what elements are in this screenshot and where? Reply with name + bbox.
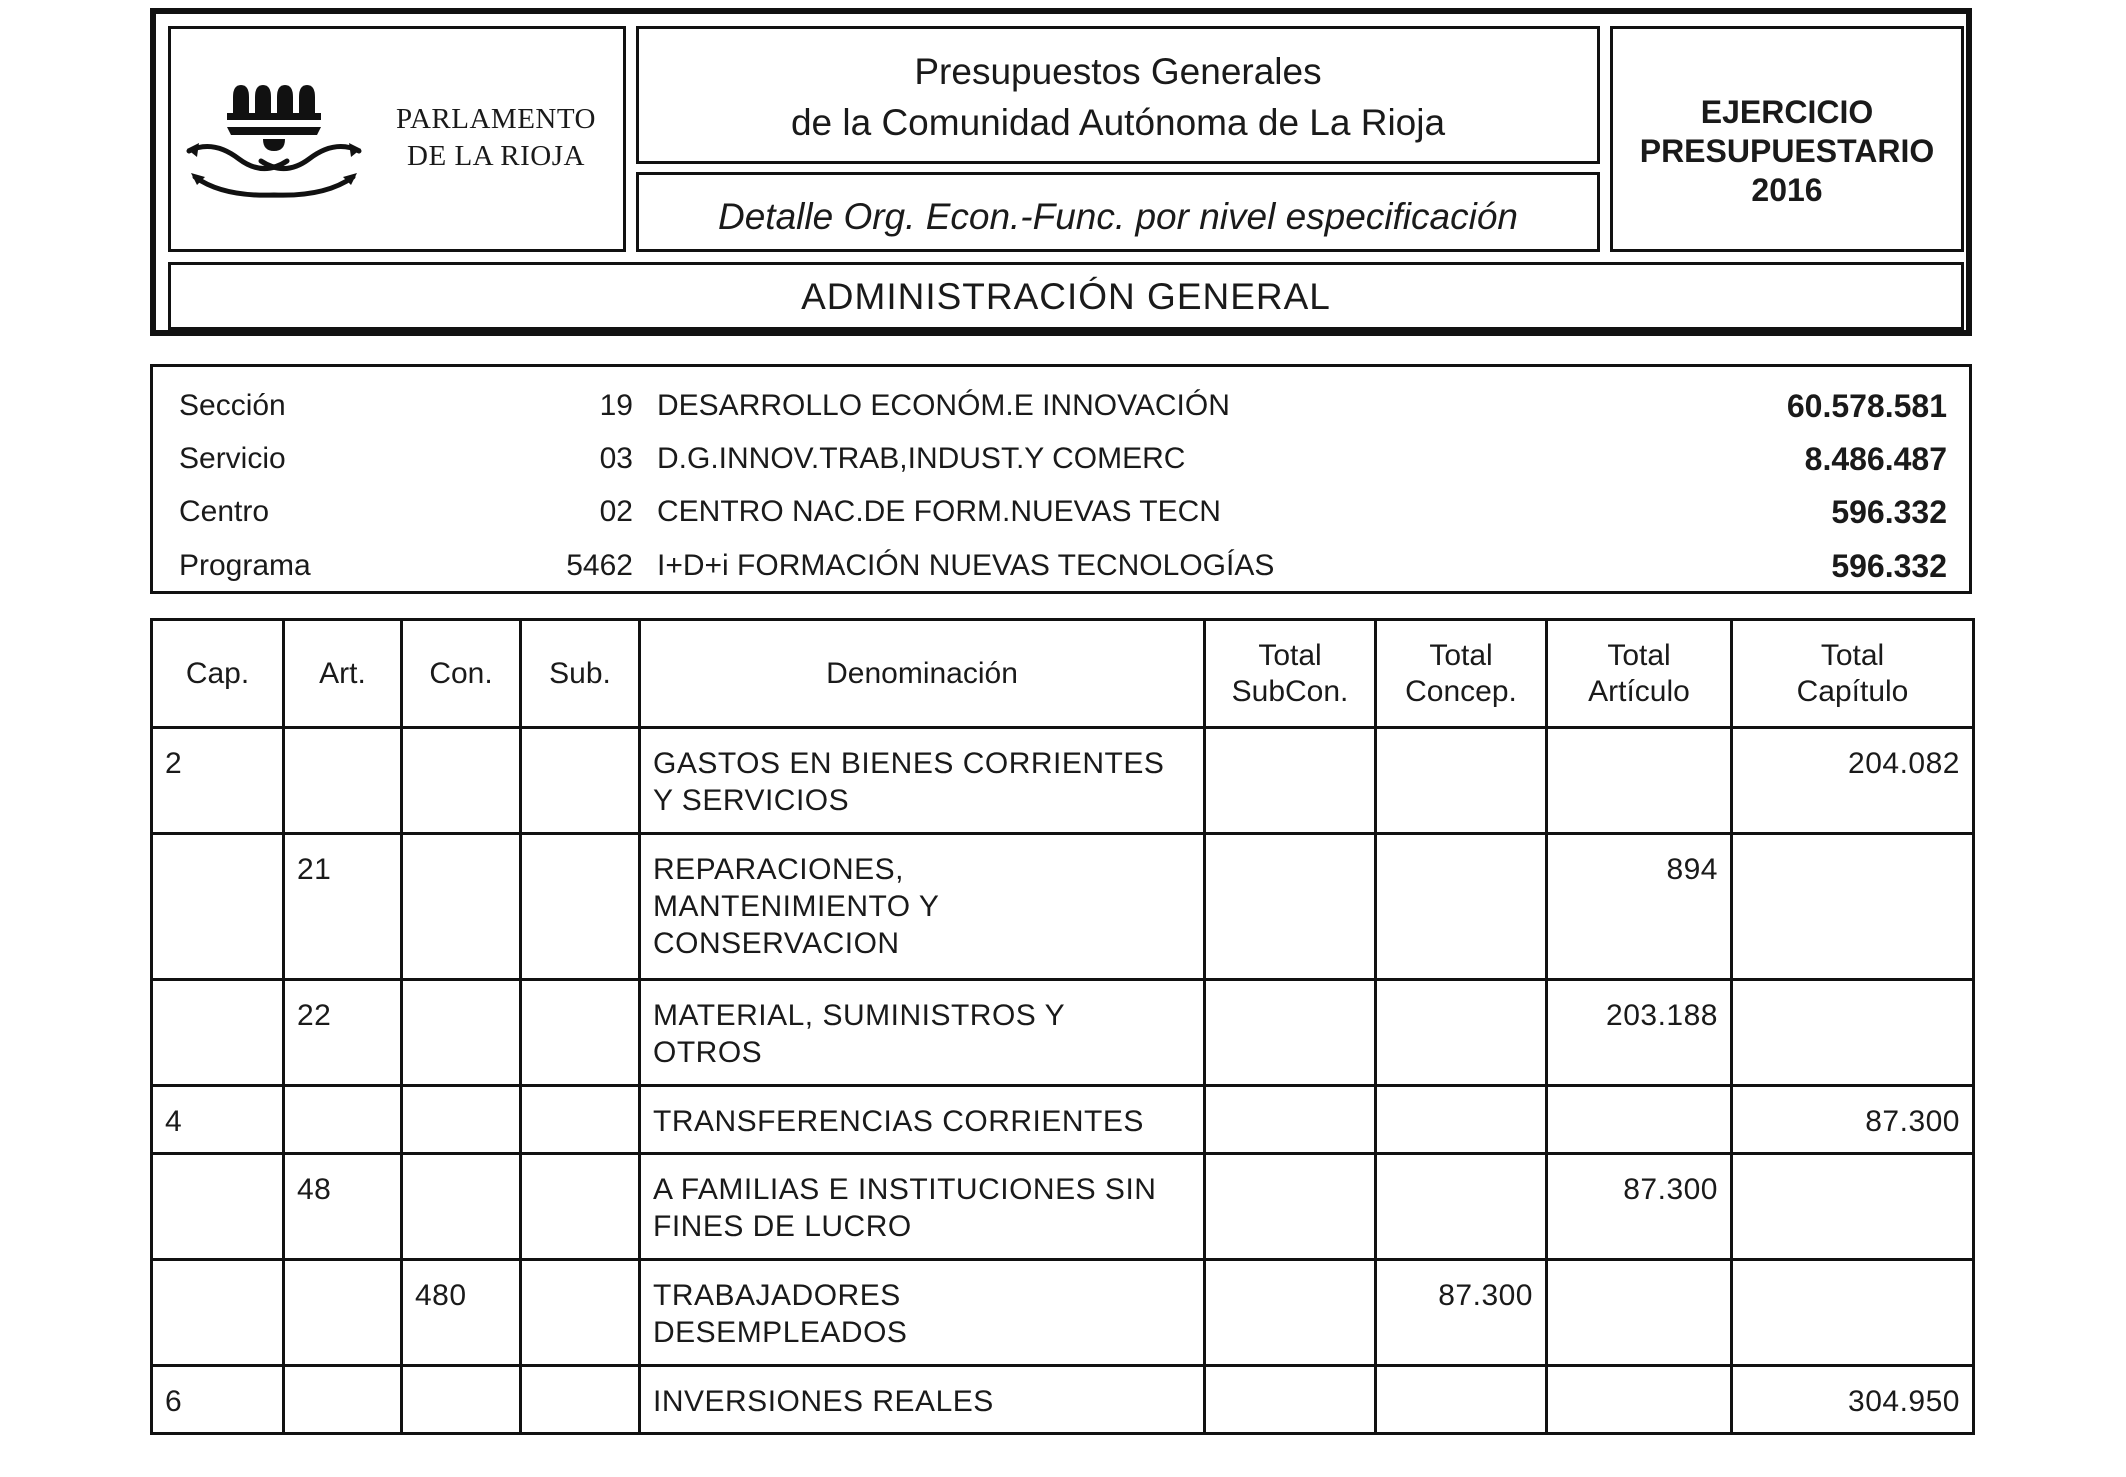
cell-cap: 4 [152, 1086, 284, 1154]
info-label: Programa [179, 549, 311, 582]
denominacion-line: A FAMILIAS E INSTITUCIONES SIN [653, 1173, 1157, 1206]
denominacion-line: TRANSFERENCIAS CORRIENTES [653, 1105, 1144, 1138]
table-row [152, 980, 1974, 1086]
header-text: Total [1429, 638, 1493, 672]
cell-total-subcon [1205, 1086, 1376, 1154]
header-text: Capítulo [1796, 674, 1909, 708]
title-line1: Presupuestos Generales [914, 51, 1322, 92]
info-description: D.G.INNOV.TRAB,INDUST.Y COMERC [657, 442, 1186, 475]
header-text: Total [1258, 638, 1322, 672]
denominacion-line: CONSERVACION [653, 927, 900, 960]
info-row-seccion [153, 381, 1969, 431]
title-line2: de la Comunidad Autónoma de La Rioja [790, 102, 1446, 143]
document-header [150, 8, 1972, 336]
denominacion-line: INVERSIONES REALES [653, 1385, 994, 1418]
fiscal-year-panel [1610, 26, 1964, 252]
cell-total-articulo: 87.300 [1547, 1154, 1732, 1260]
info-description: I+D+i FORMACIÓN NUEVAS TECNOLOGÍAS [657, 549, 1275, 582]
cell-total-articulo: 203.188 [1547, 980, 1732, 1086]
cell-total-capitulo [1732, 980, 1974, 1086]
cell-total-capitulo [1732, 1260, 1974, 1366]
document-subtitle: Detalle Org. Econ.-Func. por nivel especificación [636, 172, 1600, 252]
cell-cap [152, 1154, 284, 1260]
header-text: Concep. [1405, 674, 1517, 708]
document-title [636, 26, 1600, 164]
cell-cap [152, 1260, 284, 1366]
cell-sub [521, 1086, 640, 1154]
cell-denominacion [640, 834, 1205, 980]
cell-art [284, 1366, 402, 1434]
header-text: Total [1607, 638, 1671, 672]
table-row [152, 1260, 1974, 1366]
denominacion-line: FINES DE LUCRO [653, 1210, 912, 1243]
info-description: DESARROLLO ECONÓM.E INNOVACIÓN [657, 389, 1230, 422]
cell-total-articulo [1547, 1086, 1732, 1154]
header-con: Con. [402, 620, 521, 728]
cell-denominacion [640, 1154, 1205, 1260]
cell-total-concep [1376, 1086, 1547, 1154]
cell-total-subcon [1205, 834, 1376, 980]
cell-total-capitulo: 304.950 [1732, 1366, 1974, 1434]
cell-cap: 2 [152, 728, 284, 834]
info-amount: 60.578.581 [1786, 388, 1947, 424]
cell-art [284, 1260, 402, 1366]
cell-total-concep [1376, 980, 1547, 1086]
header-denominacion: Denominación [640, 620, 1205, 728]
cell-total-articulo [1547, 728, 1732, 834]
info-row-centro [153, 487, 1969, 537]
cell-sub [521, 1260, 640, 1366]
info-code: 03 [599, 442, 633, 475]
cell-sub [521, 1154, 640, 1260]
info-label: Centro [179, 495, 270, 528]
cell-total-concep [1376, 834, 1547, 980]
table-row [152, 1086, 1974, 1154]
cell-art [284, 1086, 402, 1154]
parliament-emblem-icon [183, 69, 393, 209]
info-row-servicio [153, 434, 1969, 484]
cell-total-capitulo [1732, 1154, 1974, 1260]
cell-con: 480 [402, 1260, 521, 1366]
cell-con [402, 728, 521, 834]
info-amount: 596.332 [1831, 494, 1947, 530]
info-amount: 596.332 [1831, 548, 1947, 584]
info-label: Servicio [179, 442, 286, 475]
cell-total-concep [1376, 1366, 1547, 1434]
cell-sub [521, 1366, 640, 1434]
cell-total-subcon [1205, 1260, 1376, 1366]
info-code: 02 [599, 495, 633, 528]
cell-total-articulo [1547, 1260, 1732, 1366]
header-total-capitulo [1732, 620, 1974, 728]
org-name-line2: DE LA RIOJA [407, 140, 585, 172]
cell-total-capitulo: 87.300 [1732, 1086, 1974, 1154]
info-code: 19 [599, 389, 633, 422]
table-row [152, 728, 1974, 834]
cell-total-concep: 87.300 [1376, 1260, 1547, 1366]
header-sub: Sub. [521, 620, 640, 728]
cell-cap [152, 980, 284, 1086]
info-row-programa [153, 541, 1969, 591]
denominacion-line: DESEMPLEADOS [653, 1316, 908, 1349]
cell-con [402, 1366, 521, 1434]
cell-total-subcon [1205, 728, 1376, 834]
cell-con [402, 980, 521, 1086]
cell-con [402, 1154, 521, 1260]
info-description: CENTRO NAC.DE FORM.NUEVAS TECN [657, 495, 1221, 528]
denominacion-line: OTROS [653, 1036, 763, 1069]
denominacion-line: GASTOS EN BIENES CORRIENTES [653, 747, 1165, 780]
cell-total-concep [1376, 728, 1547, 834]
logo-panel [168, 26, 626, 252]
info-code: 5462 [566, 549, 633, 582]
cell-sub [521, 728, 640, 834]
section-info-panel [150, 364, 1972, 594]
cell-cap [152, 834, 284, 980]
cell-total-subcon [1205, 1366, 1376, 1434]
denominacion-line: TRABAJADORES [653, 1279, 901, 1312]
header-art: Art. [284, 620, 402, 728]
org-name-line1: PARLAMENTO [396, 103, 596, 135]
cell-sub [521, 980, 640, 1086]
denominacion-line: MATERIAL, SUMINISTROS Y [653, 999, 1066, 1032]
info-amount: 8.486.487 [1804, 441, 1947, 477]
cell-total-subcon [1205, 1154, 1376, 1260]
cell-total-capitulo: 204.082 [1732, 728, 1974, 834]
denominacion-line: Y SERVICIOS [653, 784, 850, 817]
ejercicio-line2: PRESUPUESTARIO [1639, 133, 1935, 169]
cell-denominacion [640, 980, 1205, 1086]
administration-banner: ADMINISTRACIÓN GENERAL [168, 262, 1964, 330]
budget-detail-table [150, 618, 1975, 1435]
cell-total-capitulo [1732, 834, 1974, 980]
header-text: SubCon. [1231, 674, 1349, 708]
cell-total-subcon [1205, 980, 1376, 1086]
cell-con [402, 834, 521, 980]
table-header-row [152, 620, 1974, 728]
cell-denominacion [640, 1086, 1205, 1154]
denominacion-line: MANTENIMIENTO Y [653, 890, 940, 923]
ejercicio-line1: EJERCICIO [1700, 94, 1874, 130]
denominacion-line: REPARACIONES, [653, 853, 904, 886]
cell-denominacion [640, 1366, 1205, 1434]
table-row [152, 1366, 1974, 1434]
header-text: Total [1820, 638, 1885, 672]
organization-name [371, 101, 621, 175]
ejercicio-year: 2016 [1751, 172, 1823, 208]
cell-art [284, 728, 402, 834]
cell-denominacion [640, 728, 1205, 834]
cell-total-articulo: 894 [1547, 834, 1732, 980]
header-text: Artículo [1588, 674, 1690, 708]
cell-art: 48 [284, 1154, 402, 1260]
cell-total-articulo [1547, 1366, 1732, 1434]
cell-denominacion [640, 1260, 1205, 1366]
header-total-articulo [1547, 620, 1732, 728]
cell-total-concep [1376, 1154, 1547, 1260]
cell-con [402, 1086, 521, 1154]
header-cap: Cap. [152, 620, 284, 728]
table-row [152, 1154, 1974, 1260]
cell-cap: 6 [152, 1366, 284, 1434]
info-label: Sección [179, 389, 286, 422]
cell-art: 21 [284, 834, 402, 980]
header-total-subcon [1205, 620, 1376, 728]
cell-sub [521, 834, 640, 980]
header-total-concep [1376, 620, 1547, 728]
cell-art: 22 [284, 980, 402, 1086]
table-row [152, 834, 1974, 980]
